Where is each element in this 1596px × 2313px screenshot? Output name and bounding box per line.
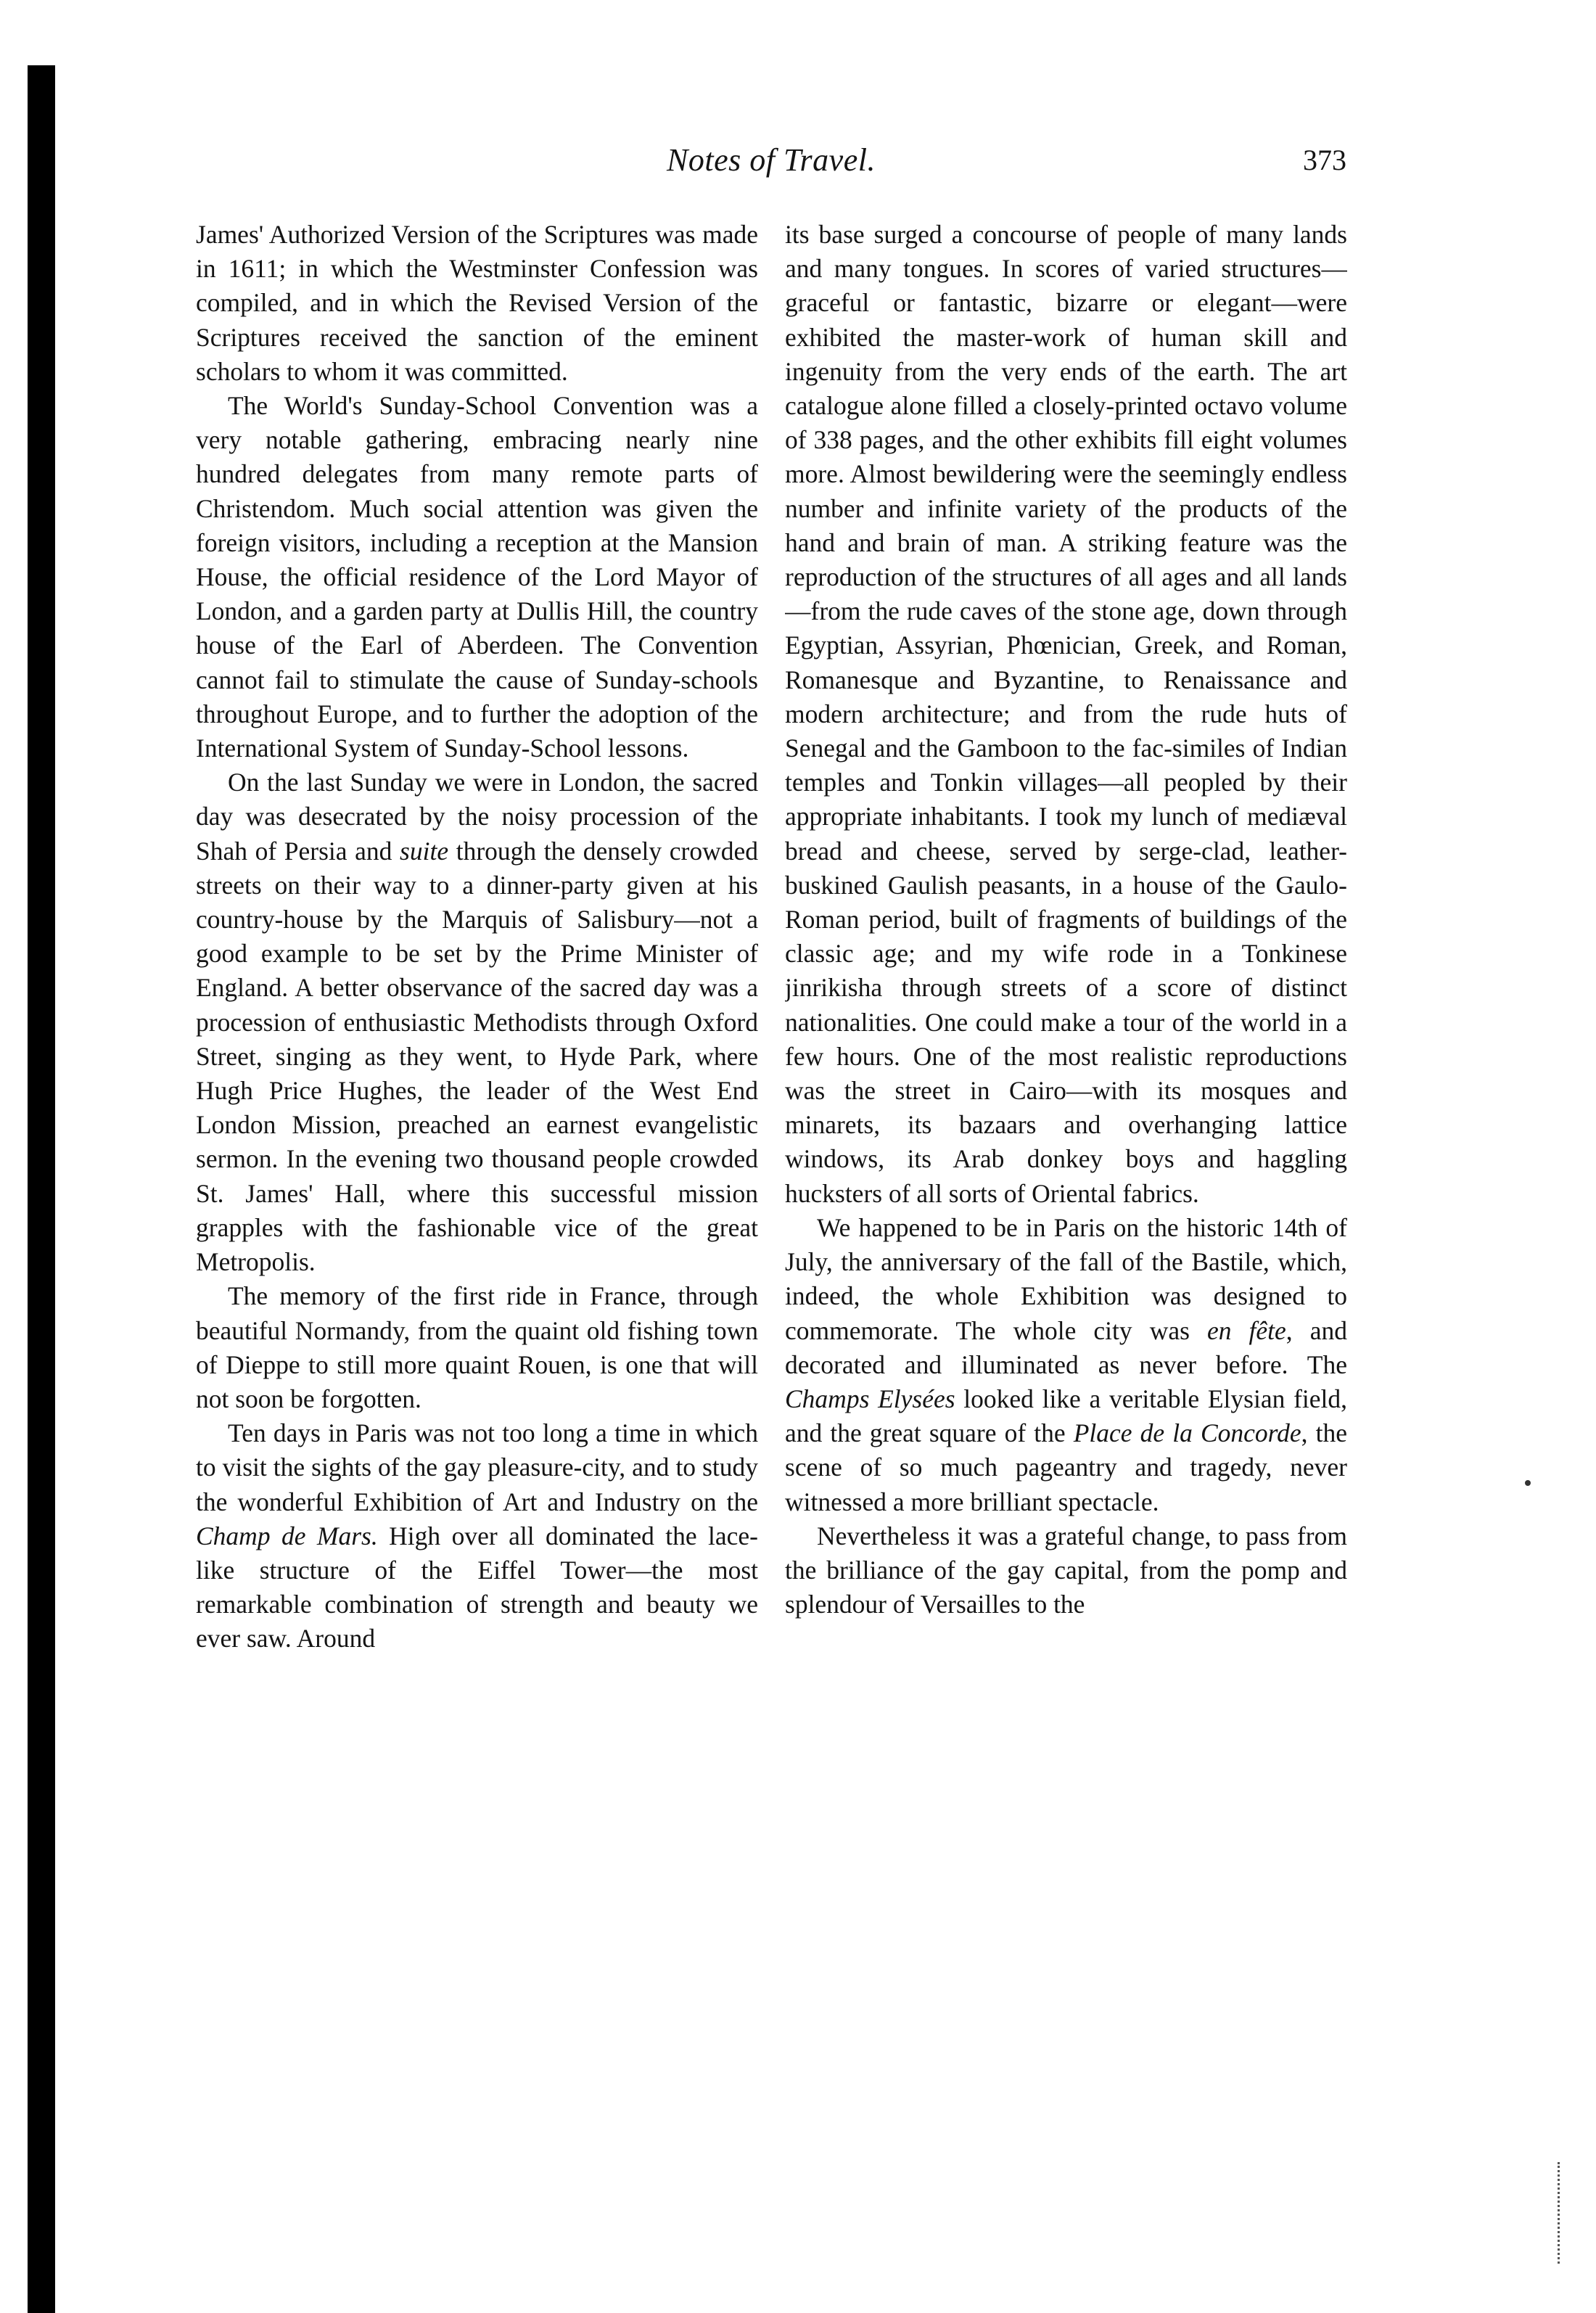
continued-paragraph [196,218,758,389]
margin-dot [1525,1480,1531,1486]
paragraph [196,1279,758,1416]
paragraph [196,1416,758,1656]
italic-text: en fête [1206,1315,1286,1345]
page-binding-edge [28,65,55,2313]
paragraph [785,1519,1347,1622]
paragraph [196,765,758,1279]
italic-text: Champ de Mars. [196,1521,378,1550]
text-run: We happened to be in Paris on the historic 14th of July, the anniversary of the fall of the Bastile, which, indeed, the whole Exhibition was designed to commemorate. The whole city was [785,1212,1347,1345]
paragraph [196,389,758,765]
text-run: Nevertheless it was a grateful change, to pass from the brilliance of the gay capital, from the pomp and splendour of Versailles to the [785,1521,1347,1619]
text-run: On the last Sunday we were in London, the sacred day was desecrated by the noisy procession of the Shah of Persia and [196,768,758,866]
left-column [196,218,758,2249]
paragraph [785,1211,1347,1519]
margin-scratch [1558,2162,1564,2264]
text-run: looked like a veritable Elysian field, and the great square of the [785,1384,1347,1448]
italic-text: Champs Elysées [785,1384,955,1413]
running-title: Notes of Travel. [667,142,876,178]
text-run: James' Authorized Version of the Scriptures was made in 1611; in which the Westminster Confession was compiled, and in which the Revised Version of the Scriptures received the sanction of the eminent scholars to whom it was committed. [196,220,758,386]
italic-text: Place de la Concorde [1073,1418,1301,1448]
text-run: through the densely crowded streets on their way to a dinner-party given at his country-house by the Marquis of Salisbury—not a good example to be set by the Prime Minister of England. A better observance of the sacred day was a procession of enthusiastic Methodists through Oxford Street, singing as they went, to Hyde Park, where Hugh Price Hughes, the leader of the West End London Mission, preached an earnest evangelistic sermon. In the evening two thousand people crowded St. James' Hall, where this successful mission grapples with the fashionable vice of the great Metropolis. [196,836,758,1277]
italic-text: suite [400,836,449,866]
text-run: High over all dominated the lace-like structure of the Eiffel Tower—the most remarkable combination of strength and beauty we ever saw. Around [196,1521,758,1653]
page-number: 373 [1303,144,1346,176]
continued-paragraph [785,218,1347,1211]
text-run: The World's Sunday-School Convention was a very notable gathering, embracing nearly nine hundred delegates from many remote parts of Christendom. Much social attention was given the foreign visitors, including a reception at the Mansion House, the official residence of the Lord Mayor of London, and a garden party at Dullis Hill, the country house of the Earl of Aberdeen. The Convention cannot fail to stimulate the cause of Sunday-schools throughout Europe, and to further the adoption of the International System of Sunday-School lessons. [196,391,758,763]
right-column [785,218,1347,2249]
page-header [196,141,1346,192]
text-run: Ten days in Paris was not too long a time in which to visit the sights of the gay pleasure-city, and to study the wonderful Exhibition of Art and Industry on the [196,1418,758,1516]
text-run: , and decorated and illuminated as never before. The [785,1315,1347,1379]
text-run: , the scene of so much pageantry and tragedy, never witnessed a more brilliant spectacle. [785,1418,1347,1516]
text-run: its base surged a concourse of people of many lands and many tongues. In scores of varied structures—graceful or fantastic, bizarre or elegant—were exhibited the master-work of human skill and ingenuity from the very ends of the earth. The art catalogue alone filled a closely-printed octavo volume of 338 pages, and the other exhibits fill eight volumes more. Almost bewildering were the seemingly endless number and infinite variety of the products of the hand and brain of man. A striking feature was the reproduction of the structures of all ages and all lands—from the rude caves of the stone age, down through Egyptian, Assyrian, Phœnician, Greek, and Roman, Romanesque and Byzantine, to Renaissance and modern architecture; and from the rude huts of Senegal and the Gamboon to the fac-similes of Indian temples and Tonkin villages—all peopled by their appropriate inhabitants. I took my lunch of mediæval bread and cheese, served by serge-clad, leather-buskined Gaulish peasants, in a house of the Gaulo-Roman period, built of fragments of buildings of the classic age; and my wife rode in a Tonkinese jinrikisha through streets of a score of distinct nationalities. One could make a tour of the world in a few hours. One of the most realistic reproductions was the street in Cairo—with its mosques and minarets, its bazaars and overhanging lattice windows, its Arab donkey boys and haggling hucksters of all sorts of Oriental fabrics. [785,220,1347,1208]
text-run: The memory of the first ride in France, through beautiful Normandy, from the quaint old fishing town of Dieppe to still more quaint Rouen, is one that will not soon be forgotten. [196,1281,758,1413]
